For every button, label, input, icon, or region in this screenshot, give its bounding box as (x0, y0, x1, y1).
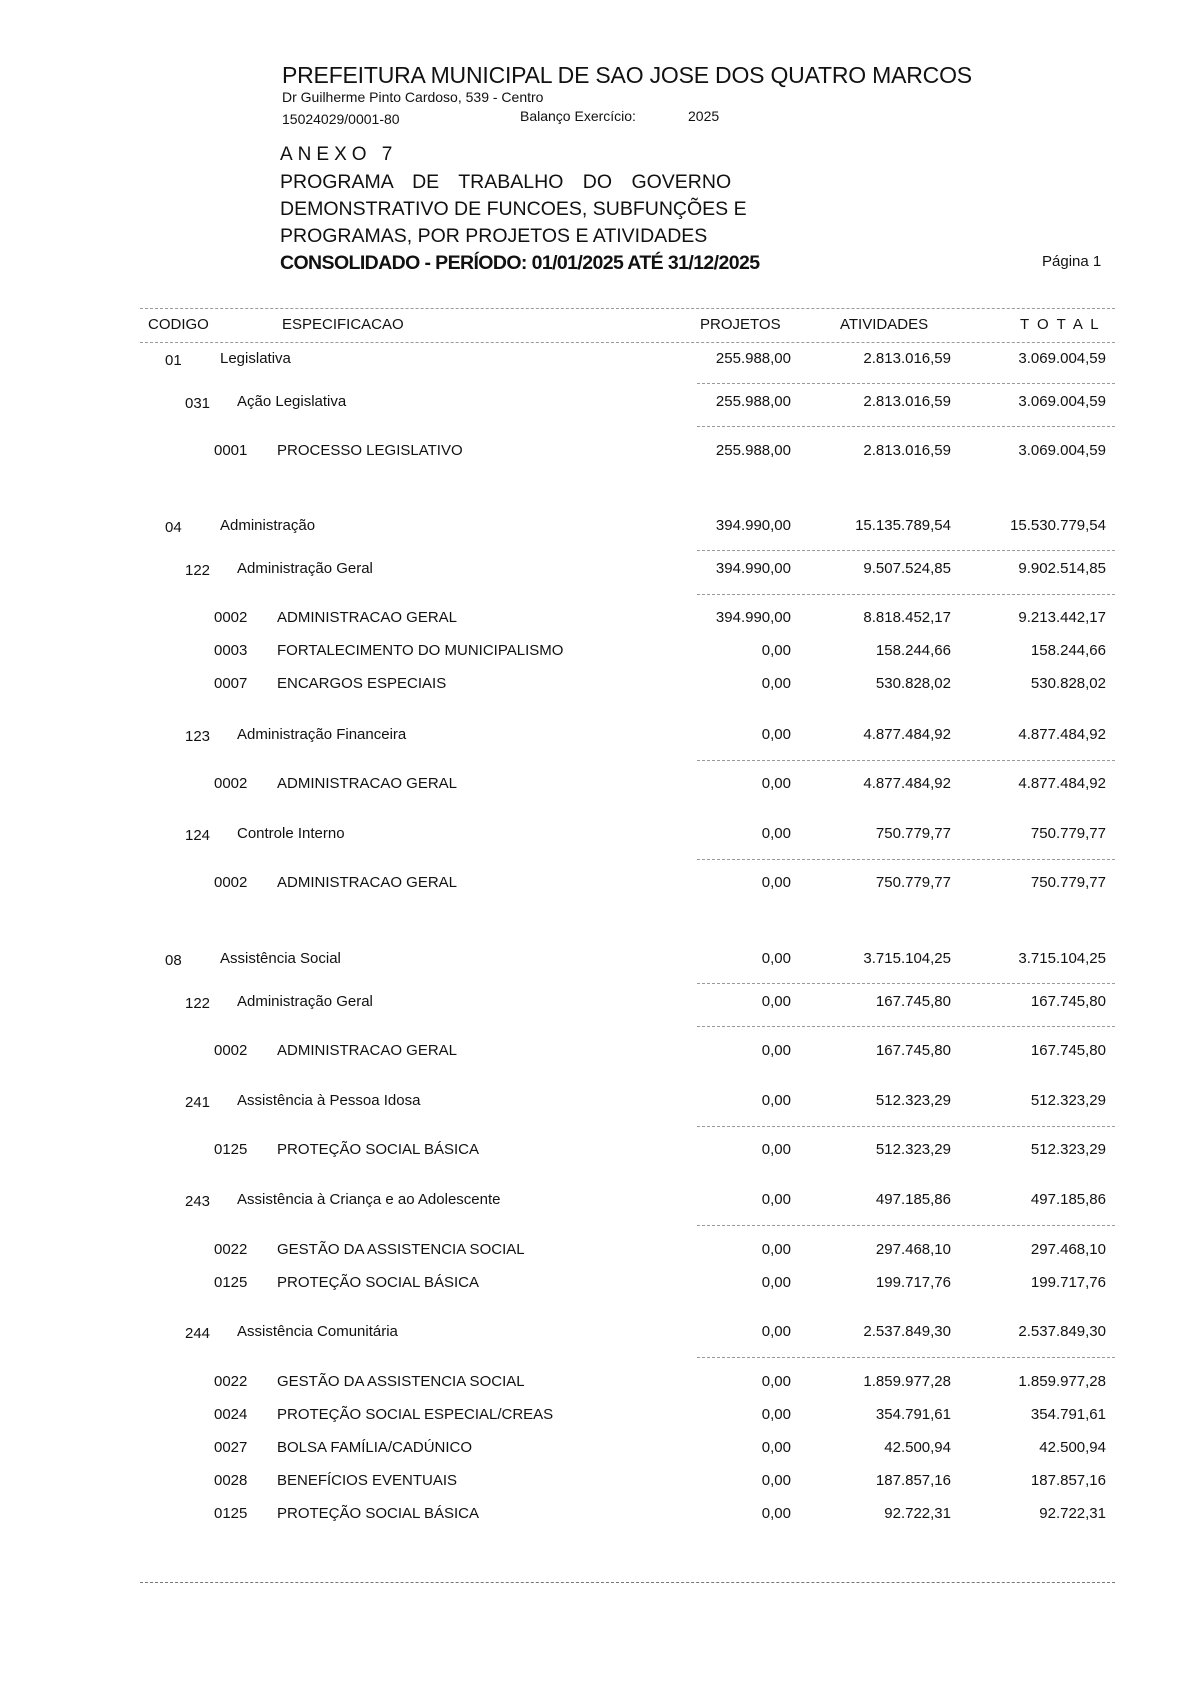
row-total: 530.828,02 (1030, 675, 1106, 692)
subfuncao-row (0, 560, 1190, 582)
row-separator (697, 859, 1115, 860)
row-atividades: 42.500,94 (884, 1439, 951, 1456)
header-top-rule (140, 308, 1115, 309)
row-projetos: 255.988,00 (715, 442, 791, 459)
programa-row (0, 609, 1190, 631)
funcao-row (0, 350, 1190, 372)
row-code: 124 (185, 827, 211, 844)
row-description: Ação Legislativa (237, 393, 347, 410)
row-total: 3.069.004,59 (1018, 350, 1106, 367)
subtitle-demonstrativo: DEMONSTRATIVO DE FUNCOES, SUBFUNÇÕES E (280, 198, 747, 220)
row-description: Legislativa (220, 350, 291, 367)
col-header-total: T O T A L (1020, 316, 1101, 333)
row-total: 167.745,80 (1030, 993, 1106, 1010)
row-description: PROCESSO LEGISLATIVO (277, 442, 463, 459)
address: Dr Guilherme Pinto Cardoso, 539 - Centro (282, 89, 544, 105)
subfuncao-row (0, 393, 1190, 415)
row-atividades: 15.135.789,54 (855, 517, 951, 534)
row-separator (697, 1126, 1115, 1127)
row-atividades: 750.779,77 (875, 874, 951, 891)
row-description: Administração (220, 517, 316, 534)
row-total: 187.857,16 (1030, 1472, 1106, 1489)
row-atividades: 2.813.016,59 (863, 393, 951, 410)
subfuncao-row (0, 993, 1190, 1015)
row-code: 0024 (214, 1406, 248, 1423)
row-code: 0028 (214, 1472, 248, 1489)
subtitle-programas: PROGRAMAS, POR PROJETOS E ATIVIDADES (280, 225, 708, 247)
row-description: PROTEÇÃO SOCIAL ESPECIAL/CREAS (277, 1406, 554, 1423)
row-projetos: 0,00 (761, 675, 791, 692)
row-atividades: 512.323,29 (875, 1141, 951, 1158)
row-atividades: 297.468,10 (875, 1241, 951, 1258)
row-total: 158.244,66 (1030, 642, 1106, 659)
row-projetos: 0,00 (761, 993, 791, 1010)
row-description: Assistência Comunitária (237, 1323, 398, 1340)
programa-row (0, 642, 1190, 664)
programa-row (0, 1042, 1190, 1064)
row-description: ADMINISTRACAO GERAL (277, 609, 458, 626)
programa-row (0, 1505, 1190, 1527)
balanco-label: Balanço Exercício: (520, 108, 636, 124)
programa-row (0, 1406, 1190, 1428)
programa-row (0, 1373, 1190, 1395)
row-total: 92.722,31 (1039, 1505, 1106, 1522)
row-atividades: 750.779,77 (875, 825, 951, 842)
row-atividades: 4.877.484,92 (863, 726, 951, 743)
row-separator (697, 383, 1115, 384)
row-code: 08 (165, 952, 182, 969)
row-separator (697, 1357, 1115, 1358)
row-code: 123 (185, 728, 211, 745)
row-description: Administração Geral (237, 993, 373, 1010)
row-projetos: 0,00 (761, 1505, 791, 1522)
row-total: 9.902.514,85 (1018, 560, 1106, 577)
row-projetos: 0,00 (761, 825, 791, 842)
row-projetos: 0,00 (761, 1274, 791, 1291)
row-code: 0002 (214, 775, 248, 792)
row-description: Administração Geral (237, 560, 373, 577)
row-separator (697, 426, 1115, 427)
row-description: PROTEÇÃO SOCIAL BÁSICA (277, 1274, 479, 1291)
row-description: PROTEÇÃO SOCIAL BÁSICA (277, 1505, 479, 1522)
row-projetos: 0,00 (761, 726, 791, 743)
programa-row (0, 775, 1190, 797)
row-description: Assistência Social (220, 950, 341, 967)
row-total: 15.530.779,54 (1010, 517, 1106, 534)
funcao-row (0, 950, 1190, 972)
row-projetos: 0,00 (761, 1042, 791, 1059)
row-code: 0007 (214, 675, 248, 692)
row-atividades: 497.185,86 (875, 1191, 951, 1208)
row-code: 0002 (214, 609, 248, 626)
row-total: 497.185,86 (1030, 1191, 1106, 1208)
row-code: 0022 (214, 1373, 248, 1390)
row-projetos: 0,00 (761, 1406, 791, 1423)
row-separator (697, 983, 1115, 984)
row-code: 243 (185, 1193, 211, 1210)
row-atividades: 9.507.524,85 (863, 560, 951, 577)
row-total: 1.859.977,28 (1018, 1373, 1106, 1390)
report-title: PREFEITURA MUNICIPAL DE SAO JOSE DOS QUATRO MARCOS (282, 62, 972, 88)
row-total: 512.323,29 (1030, 1092, 1106, 1109)
subfuncao-row (0, 1191, 1190, 1213)
anexo-label: ANEXO 7 (280, 144, 398, 165)
row-atividades: 530.828,02 (875, 675, 951, 692)
row-total: 750.779,77 (1030, 874, 1106, 891)
row-projetos: 0,00 (761, 874, 791, 891)
row-projetos: 394.990,00 (715, 517, 791, 534)
row-code: 0027 (214, 1439, 248, 1456)
programa-row (0, 442, 1190, 464)
row-atividades: 354.791,61 (875, 1406, 951, 1423)
programa-row (0, 1241, 1190, 1263)
row-separator (697, 1225, 1115, 1226)
row-code: 122 (185, 995, 211, 1012)
row-total: 3.069.004,59 (1018, 393, 1106, 410)
row-code: 0002 (214, 874, 248, 891)
row-atividades: 187.857,16 (875, 1472, 951, 1489)
row-separator (697, 594, 1115, 595)
programa-row (0, 675, 1190, 697)
row-code: 0125 (214, 1141, 248, 1158)
row-atividades: 512.323,29 (875, 1092, 951, 1109)
row-projetos: 0,00 (761, 1141, 791, 1158)
row-total: 512.323,29 (1030, 1141, 1106, 1158)
programa-row (0, 874, 1190, 896)
row-projetos: 0,00 (761, 1191, 791, 1208)
row-projetos: 255.988,00 (715, 350, 791, 367)
row-description: ADMINISTRACAO GERAL (277, 874, 458, 891)
row-separator (697, 760, 1115, 761)
row-projetos: 0,00 (761, 1439, 791, 1456)
row-code: 04 (165, 519, 182, 536)
row-atividades: 167.745,80 (875, 993, 951, 1010)
header-bottom-rule (140, 342, 1115, 343)
cnpj: 15024029/0001-80 (282, 111, 400, 127)
row-atividades: 167.745,80 (875, 1042, 951, 1059)
row-description: ADMINISTRACAO GERAL (277, 775, 458, 792)
row-code: 0125 (214, 1505, 248, 1522)
row-projetos: 0,00 (761, 1323, 791, 1340)
row-code: 0003 (214, 642, 248, 659)
row-atividades: 3.715.104,25 (863, 950, 951, 967)
row-projetos: 394.990,00 (715, 560, 791, 577)
row-description: PROTEÇÃO SOCIAL BÁSICA (277, 1141, 479, 1158)
row-description: Assistência à Pessoa Idosa (237, 1092, 421, 1109)
col-header-projetos: PROJETOS (700, 316, 781, 333)
row-description: BOLSA FAMÍLIA/CADÚNICO (277, 1439, 473, 1456)
funcao-row (0, 517, 1190, 539)
row-description: FORTALECIMENTO DO MUNICIPALISMO (277, 642, 564, 659)
row-description: Controle Interno (237, 825, 345, 842)
row-code: 241 (185, 1094, 211, 1111)
row-atividades: 92.722,31 (884, 1505, 951, 1522)
row-atividades: 158.244,66 (875, 642, 951, 659)
row-total: 4.877.484,92 (1018, 775, 1106, 792)
row-projetos: 255.988,00 (715, 393, 791, 410)
row-projetos: 0,00 (761, 1373, 791, 1390)
row-projetos: 0,00 (761, 1092, 791, 1109)
page-number: Página 1 (1042, 253, 1102, 270)
row-total: 354.791,61 (1030, 1406, 1106, 1423)
programa-row (0, 1439, 1190, 1461)
row-total: 2.537.849,30 (1018, 1323, 1106, 1340)
row-atividades: 2.813.016,59 (863, 442, 951, 459)
row-total: 167.745,80 (1030, 1042, 1106, 1059)
row-code: 244 (185, 1325, 211, 1342)
programa-row (0, 1472, 1190, 1494)
row-projetos: 0,00 (761, 642, 791, 659)
period-heading: CONSOLIDADO - PERÍODO: 01/01/2025 ATÉ 31/12/2025 (280, 252, 760, 274)
row-atividades: 4.877.484,92 (863, 775, 951, 792)
row-description: ADMINISTRACAO GERAL (277, 1042, 458, 1059)
row-projetos: 0,00 (761, 950, 791, 967)
row-description: ENCARGOS ESPECIAIS (277, 675, 447, 692)
row-description: GESTÃO DA ASSISTENCIA SOCIAL (277, 1373, 525, 1390)
row-code: 0125 (214, 1274, 248, 1291)
row-total: 3.715.104,25 (1018, 950, 1106, 967)
row-projetos: 0,00 (761, 1241, 791, 1258)
row-total: 3.069.004,59 (1018, 442, 1106, 459)
row-description: BENEFÍCIOS EVENTUAIS (277, 1472, 458, 1489)
balanco-year: 2025 (688, 108, 720, 124)
programa-row (0, 1141, 1190, 1163)
subtitle-programa: PROGRAMA DE TRABALHO DO GOVERNO (280, 171, 732, 193)
subfuncao-row (0, 1323, 1190, 1345)
row-total: 42.500,94 (1039, 1439, 1106, 1456)
row-code: 01 (165, 352, 182, 369)
row-code: 0001 (214, 442, 248, 459)
row-code: 0022 (214, 1241, 248, 1258)
row-code: 122 (185, 562, 211, 579)
row-total: 297.468,10 (1030, 1241, 1106, 1258)
row-total: 750.779,77 (1030, 825, 1106, 842)
row-atividades: 2.813.016,59 (863, 350, 951, 367)
row-description: GESTÃO DA ASSISTENCIA SOCIAL (277, 1241, 525, 1258)
col-header-especificacao: ESPECIFICACAO (282, 316, 404, 333)
row-total: 4.877.484,92 (1018, 726, 1106, 743)
row-projetos: 394.990,00 (715, 609, 791, 626)
row-atividades: 199.717,76 (875, 1274, 951, 1291)
footer-rule (140, 1582, 1115, 1583)
row-atividades: 2.537.849,30 (863, 1323, 951, 1340)
row-total: 9.213.442,17 (1018, 609, 1106, 626)
subfuncao-row (0, 726, 1190, 748)
row-code: 0002 (214, 1042, 248, 1059)
row-total: 199.717,76 (1030, 1274, 1106, 1291)
row-projetos: 0,00 (761, 1472, 791, 1489)
subfuncao-row (0, 1092, 1190, 1114)
row-separator (697, 1026, 1115, 1027)
row-atividades: 8.818.452,17 (863, 609, 951, 626)
subfuncao-row (0, 825, 1190, 847)
row-separator (697, 550, 1115, 551)
programa-row (0, 1274, 1190, 1296)
col-header-codigo: CODIGO (148, 316, 209, 333)
row-code: 031 (185, 395, 211, 412)
row-description: Assistência à Criança e ao Adolescente (237, 1191, 501, 1208)
row-description: Administração Financeira (237, 726, 407, 743)
row-projetos: 0,00 (761, 775, 791, 792)
col-header-atividades: ATIVIDADES (840, 316, 929, 333)
row-atividades: 1.859.977,28 (863, 1373, 951, 1390)
